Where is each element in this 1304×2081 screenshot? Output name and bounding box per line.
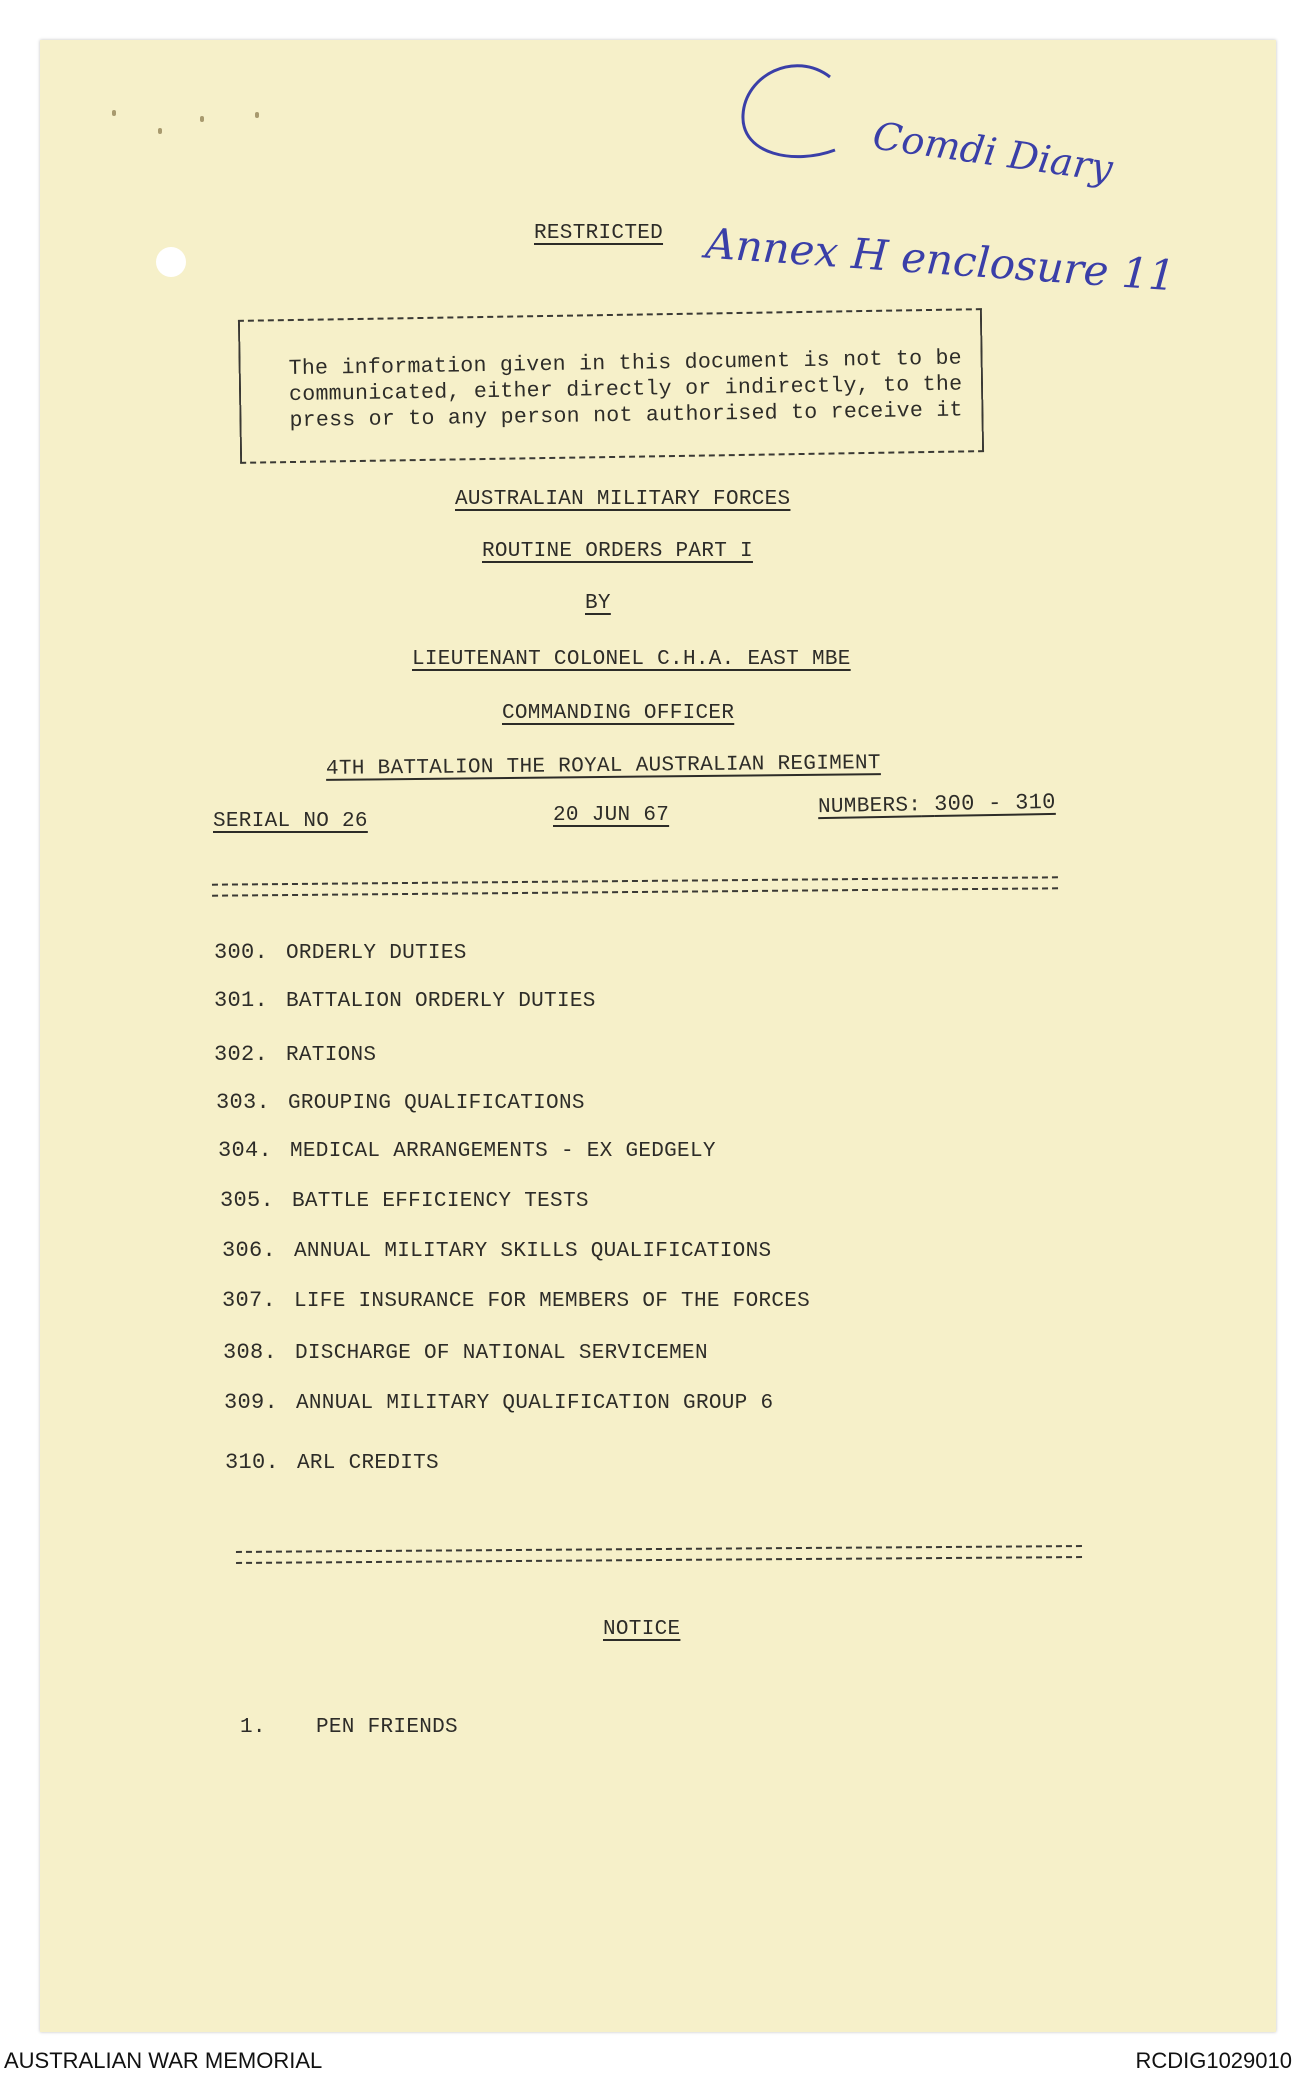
handwritten-comdi-diary: Comdi Diary <box>870 113 1116 191</box>
serial-number: SERIAL NO 26 <box>213 810 368 833</box>
list-item <box>223 1340 708 1365</box>
list-item <box>214 1042 376 1067</box>
item-number: 307. <box>222 1288 277 1313</box>
item-number: 310. <box>225 1450 280 1475</box>
item-title: GROUPING QUALIFICATIONS <box>288 1092 585 1115</box>
notice-line-3: press or to any person not authorised to receive it <box>289 398 963 434</box>
footer-item-id: RCDIG1029010 <box>1135 2048 1292 2073</box>
order-date: 20 JUN 67 <box>553 804 670 827</box>
numbers-range <box>818 790 1056 819</box>
handwritten-annex-note: Annex H enclosure 11 <box>703 218 1177 301</box>
list-item <box>225 1450 439 1475</box>
item-number: 308. <box>223 1340 278 1365</box>
item-number: 300. <box>214 940 269 965</box>
list-item <box>216 1090 585 1115</box>
restriction-notice-box <box>238 308 984 464</box>
item-title: ORDERLY DUTIES <box>286 942 467 965</box>
notice-line-2: communicated, either directly or indirectly, to the <box>288 372 963 408</box>
classification-label: RESTRICTED <box>534 222 664 245</box>
item-number: 306. <box>222 1238 277 1263</box>
list-item <box>214 988 596 1013</box>
list-item <box>222 1288 810 1313</box>
list-item <box>222 1238 771 1263</box>
item-number: 309. <box>224 1390 279 1415</box>
title-line-4: LIEUTENANT COLONEL C.H.A. EAST MBE <box>412 648 851 671</box>
item-number: 304. <box>218 1138 273 1163</box>
item-number: 305. <box>220 1188 275 1213</box>
item-title: ANNUAL MILITARY QUALIFICATION GROUP 6 <box>296 1392 774 1415</box>
notice-item-number: 1. <box>240 1716 266 1739</box>
item-title: ANNUAL MILITARY SKILLS QUALIFICATIONS <box>294 1240 772 1263</box>
title-line-5: COMMANDING OFFICER <box>502 702 735 725</box>
title-line-1: AUSTRALIAN MILITARY FORCES <box>455 488 791 511</box>
item-title: BATTALION ORDERLY DUTIES <box>286 990 596 1013</box>
list-item <box>218 1138 716 1163</box>
item-number: 303. <box>216 1090 271 1115</box>
paper-mark <box>255 112 259 118</box>
item-title: RATIONS <box>286 1044 377 1067</box>
title-line-6: 4TH BATTALION THE ROYAL AUSTRALIAN REGIMENT <box>325 752 881 781</box>
notice-line-1: The information given in this document is not to be <box>288 346 963 382</box>
item-title: LIFE INSURANCE FOR MEMBERS OF THE FORCES <box>294 1290 811 1313</box>
paper-mark <box>112 110 116 116</box>
paper-mark <box>158 128 162 134</box>
item-number: 302. <box>214 1042 269 1067</box>
numbers-value: 300 - 310 <box>933 789 1056 818</box>
punch-hole <box>156 247 186 277</box>
handwritten-c-mark <box>735 55 845 175</box>
notice-item-title: PEN FRIENDS <box>316 1716 458 1739</box>
list-item <box>220 1188 589 1213</box>
notice-heading: NOTICE <box>603 1618 681 1641</box>
list-item <box>224 1390 773 1415</box>
item-title: DISCHARGE OF NATIONAL SERVICEMEN <box>295 1342 708 1365</box>
paper-mark <box>200 116 204 122</box>
footer-archive-name: AUSTRALIAN WAR MEMORIAL <box>4 2048 323 2073</box>
item-title: ARL CREDITS <box>297 1452 439 1475</box>
item-number: 301. <box>214 988 269 1013</box>
item-title: MEDICAL ARRANGEMENTS - EX GEDGELY <box>290 1140 716 1163</box>
notice-item <box>240 1716 458 1739</box>
list-item <box>214 940 467 965</box>
item-title: BATTLE EFFICIENCY TESTS <box>292 1190 589 1213</box>
title-line-2: ROUTINE ORDERS PART I <box>482 540 753 563</box>
numbers-label: NUMBERS: <box>817 794 922 820</box>
title-line-3: BY <box>585 592 611 615</box>
